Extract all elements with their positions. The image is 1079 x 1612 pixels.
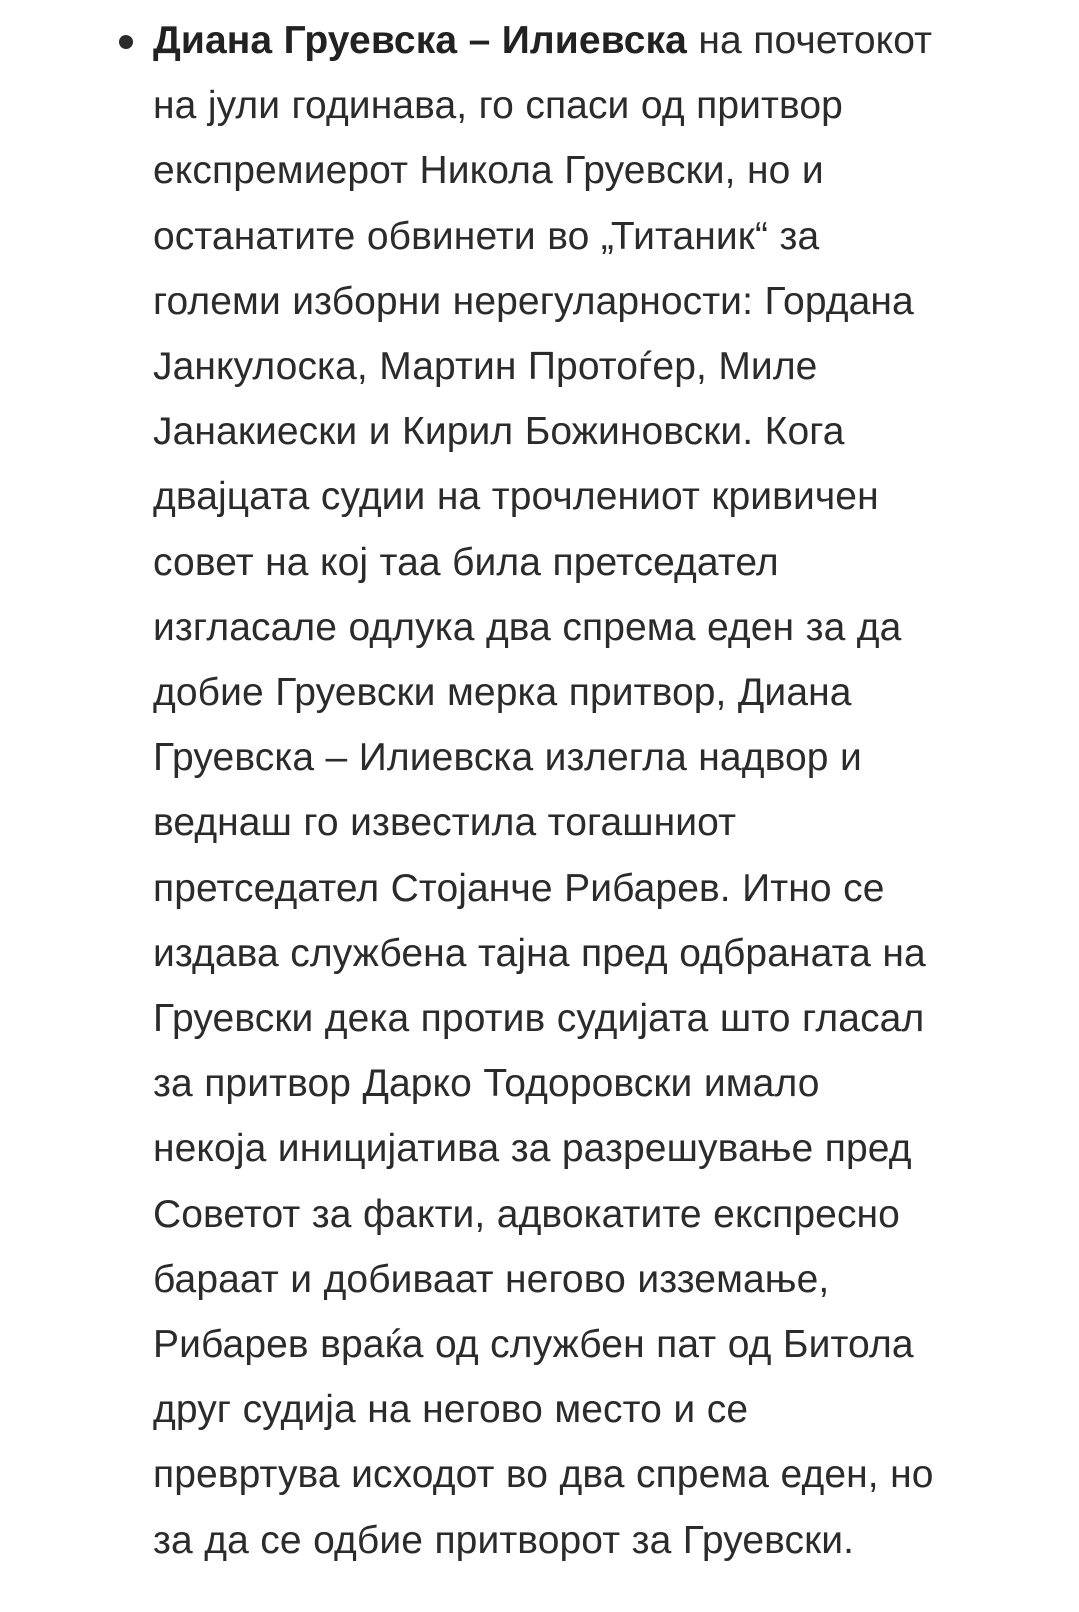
text-line: веднаш го известила тогашниот [153,801,737,845]
text-line [153,8,1013,73]
text-line: Јанакиески и Кирил Божиновски. Кога [153,410,845,454]
text-line: некоја иницијатива за разрешување пред [153,1127,912,1171]
text-line: Груевска – Илиевска излегла надвор и [153,736,862,780]
text-line: добие Груевски мерка притвор, Диана [153,671,852,715]
text-line: двајцата судии на трочлениот кривичен [153,475,879,519]
paragraph-text [153,8,1013,1573]
highlighted-name: Диана Груевска – Илиевска [153,19,687,62]
text-line: издава службена тајна пред одбраната на [153,931,926,975]
text-line: големи изборни нерегуларности: Гордана [153,279,914,323]
text-line: на јули годинава, го спаси од притвор [153,84,843,128]
text-line: друг судија на негово место и се [153,1388,749,1432]
text-line: Јанкулоска, Мартин Протоѓер, Миле [153,345,818,389]
bullet-point-icon [119,35,133,49]
text-line: за да се одбие притворот за Груевски. [153,1518,855,1562]
text-line: совет на кој таа била претседател [153,540,779,584]
first-line-text: на почетокот [698,19,933,62]
text-line: Советот за факти, адвокатите експресно [153,1192,900,1236]
text-line: останатите обвинети во „Титаник“ за [153,214,820,258]
text-line: за притвор Дарко Тодоровски имало [153,1062,820,1106]
text-line: експремиерот Никола Груевски, но и [153,149,824,193]
text-line: бараат и добиваат негово изземање, [153,1257,830,1301]
text-line: превртува исходот во два спрема еден, но [153,1453,934,1497]
text-line: Груевски дека против судијата што гласал [153,997,925,1041]
text-line: претседател Стојанче Рибарев. Итно се [153,866,885,910]
text-line: изгласале одлука два спрема еден за да [153,605,902,649]
text-line: Рибарев враќа од службен пат од Битола [153,1323,914,1367]
